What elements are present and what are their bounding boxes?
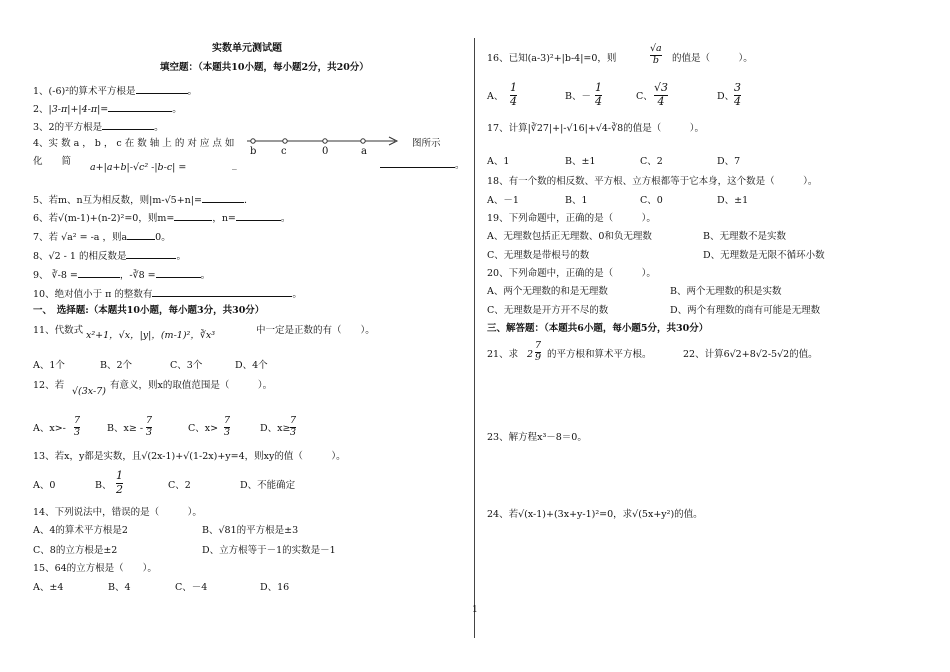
q12-option-b: B、x≥ -: [107, 423, 144, 434]
q16-option-c-fraction: $\frac{√3}{4}$: [654, 81, 669, 108]
question-20: 20、下列命题中，正确的是（ ）。: [487, 268, 656, 279]
point-c: [283, 139, 287, 143]
question-11-end: 中一定是正数的有（ ）。: [256, 325, 375, 336]
point-a: [361, 139, 365, 143]
q12-option-b-fraction: $\frac{7}{3}$: [146, 415, 153, 438]
question-4-simplify: 化 简: [33, 156, 72, 167]
question-22: 22、计算6√2+8√2-5√2的值。: [683, 349, 818, 360]
q20-option-c: C、无理数是开方开不尽的数: [487, 305, 609, 316]
question-4-expression: a+|a+b|-√c² -|b-c| =: [90, 162, 187, 173]
q13-option-a: A、0: [33, 480, 56, 491]
q14-option-d: D、立方根等于－1的实数是－1: [202, 545, 336, 556]
question-14: 14、下列说法中，错误的是（ ）。: [33, 507, 202, 518]
q12-option-a: A、x>-: [33, 423, 66, 434]
question-9: 9、 ∛-8 = ，-∛8 = 。: [33, 270, 211, 281]
question-17: 17、计算|∛27|+|-√16|+√4-∛8的值是（ ）。: [487, 123, 704, 134]
question-5: 5、若m、n互为相反数，则|m-√5+n|= ．: [33, 195, 254, 206]
q12-option-d-fraction: $\frac{7}{3}$: [290, 415, 297, 438]
axis-label-b: b: [250, 146, 257, 157]
question-16: 16、已知(a-3)²+|b-4|=0，则: [487, 53, 617, 64]
question-18: 18、有一个数的相反数、平方根、立方根都等于它本身，这个数是（ ）。: [487, 176, 818, 187]
axis-label-zero: 0: [322, 146, 329, 157]
q15-option-a: A、±4: [33, 582, 64, 593]
q16-option-d: D、: [717, 91, 735, 102]
q19-option-a: A、无理数包括正无理数、0和负无理数: [487, 231, 652, 242]
question-11-expression: x²+1，√x，|y|，(m-1)²，∛x³: [86, 330, 216, 341]
question-6: 6、若√(m-1)+(n-2)²=0，则m= ，n= 。: [33, 213, 291, 224]
q20-option-b: B、两个无理数的积是实数: [670, 286, 782, 297]
q19-option-c: C、无理数是带根号的数: [487, 250, 590, 261]
question-11: 11、代数式: [33, 325, 84, 336]
q11-option-b: B、2个: [100, 360, 133, 371]
q15-option-c: C、－4: [175, 582, 208, 593]
q11-option-c: C、3个: [170, 360, 203, 371]
question-19: 19、下列命题中，正确的是（ ）。: [487, 213, 656, 224]
section-answer-heading: 三、解答题：（本题共6小题，每小题5分，共30分）: [487, 323, 709, 334]
q13-option-b: B、: [95, 480, 112, 491]
q20-option-a: A、两个无理数的和是无理数: [487, 286, 608, 297]
q16-option-a-fraction: $\frac{1}{4}$: [510, 81, 517, 108]
q14-option-c: C、8的立方根是±2: [33, 545, 118, 556]
question-4-fig-text: 图所示: [412, 138, 441, 149]
q17-option-c: C、2: [640, 156, 663, 167]
question-23: 23、解方程x³－8＝0。: [487, 432, 587, 443]
q20-option-d: D、两个有理数的商有可能是无理数: [670, 305, 821, 316]
q16-option-c: C、: [636, 91, 653, 102]
question-13: 13、若x，y都是实数，且√(2x-1)+√(1-2x)+y=4，则xy的值（ ）。: [33, 451, 346, 462]
question-12: 12、若: [33, 380, 65, 391]
q12-option-d: D、x≥: [260, 423, 291, 434]
section-fill-heading: 填空题：（本题共10小题，每小题2分，共20分）: [160, 62, 369, 73]
question-15: 15、64的立方根是（ ）。: [33, 563, 157, 574]
q13-option-d: D、不能确定: [240, 480, 296, 491]
point-zero: [323, 139, 327, 143]
q12-option-c: C、x>: [188, 423, 219, 434]
q16-option-b: B、－: [565, 91, 591, 102]
q16-option-a: A、: [487, 91, 504, 102]
q18-option-a: A、－1: [487, 195, 519, 206]
question-21: 21、求: [487, 349, 519, 360]
q15-option-d: D、16: [260, 582, 290, 593]
q12-option-c-fraction: $\frac{7}{3}$: [224, 415, 231, 438]
q14-option-a: A、4的算术平方根是2: [33, 525, 128, 536]
q13-option-c: C、2: [168, 480, 191, 491]
question-12-end: 有意义，则x的取值范围是（ ）。: [110, 380, 273, 391]
question-21-end: 的平方根和算术平方根。: [547, 349, 652, 360]
q17-option-a: A、1: [487, 156, 510, 167]
q17-option-d: D、7: [717, 156, 741, 167]
page-number: 1: [472, 605, 478, 615]
question-8: 8、√2 - 1 的相反数是 。: [33, 251, 186, 262]
q15-option-b: B、4: [108, 582, 131, 593]
q14-option-b: B、√81的平方根是±3: [202, 525, 299, 536]
question-16-end: 的值是（ ）。: [672, 53, 753, 64]
question-2: 2、|3-π|+|4-π|= 。: [33, 104, 182, 115]
question-21-fraction: $\frac{7}{9}$: [535, 340, 542, 363]
question-21-whole: 2: [527, 349, 534, 360]
q19-option-b: B、无理数不是实数: [703, 231, 786, 242]
question-1: 1、(-6)²的算术平方根是 。: [33, 86, 198, 97]
question-10: 10、绝对值小于 π 的整数有 。: [33, 289, 302, 300]
question-16-fraction: $\frac{√a}{b}$: [650, 43, 662, 66]
q11-option-d: D、4个: [235, 360, 268, 371]
question-3: 3、2的平方根是 。: [33, 122, 164, 133]
q13-option-b-fraction: $\frac{1}{2}$: [116, 469, 123, 496]
q18-option-b: B、1: [565, 195, 588, 206]
question-4: 4、实 数 a ， b ， c 在 数 轴 上 的 对 应 点 如: [33, 138, 235, 149]
page-title: 实数单元测试题: [212, 43, 282, 54]
q16-option-b-fraction: $\frac{1}{4}$: [595, 81, 602, 108]
question-4-blank: 。: [380, 158, 465, 171]
axis-label-a: a: [361, 146, 367, 157]
question-12-expression: √(3x-7): [72, 386, 106, 397]
question-4-blank-dash: _: [232, 159, 237, 170]
question-7: 7、若 √a² = -a ，则a 0。: [33, 232, 171, 243]
axis-label-c: c: [281, 146, 287, 157]
q16-option-d-fraction: $\frac{3}{4}$: [734, 81, 741, 108]
section-choice-heading: 一、 选择题:（本题共10小题，每小题3分，共30分）: [33, 305, 265, 316]
q19-option-d: D、无理数是无限不循环小数: [703, 250, 825, 261]
q18-option-d: D、±1: [717, 195, 749, 206]
question-24: 24、若√(x-1)+(3x+y-1)²=0，求√(5x+y²)的值。: [487, 509, 703, 520]
q11-option-a: A、1个: [33, 360, 65, 371]
q12-option-a-fraction: $\frac{7}{3}$: [74, 415, 81, 438]
point-b: [251, 139, 255, 143]
q17-option-b: B、±1: [565, 156, 596, 167]
q18-option-c: C、0: [640, 195, 663, 206]
column-divider: [474, 38, 475, 638]
